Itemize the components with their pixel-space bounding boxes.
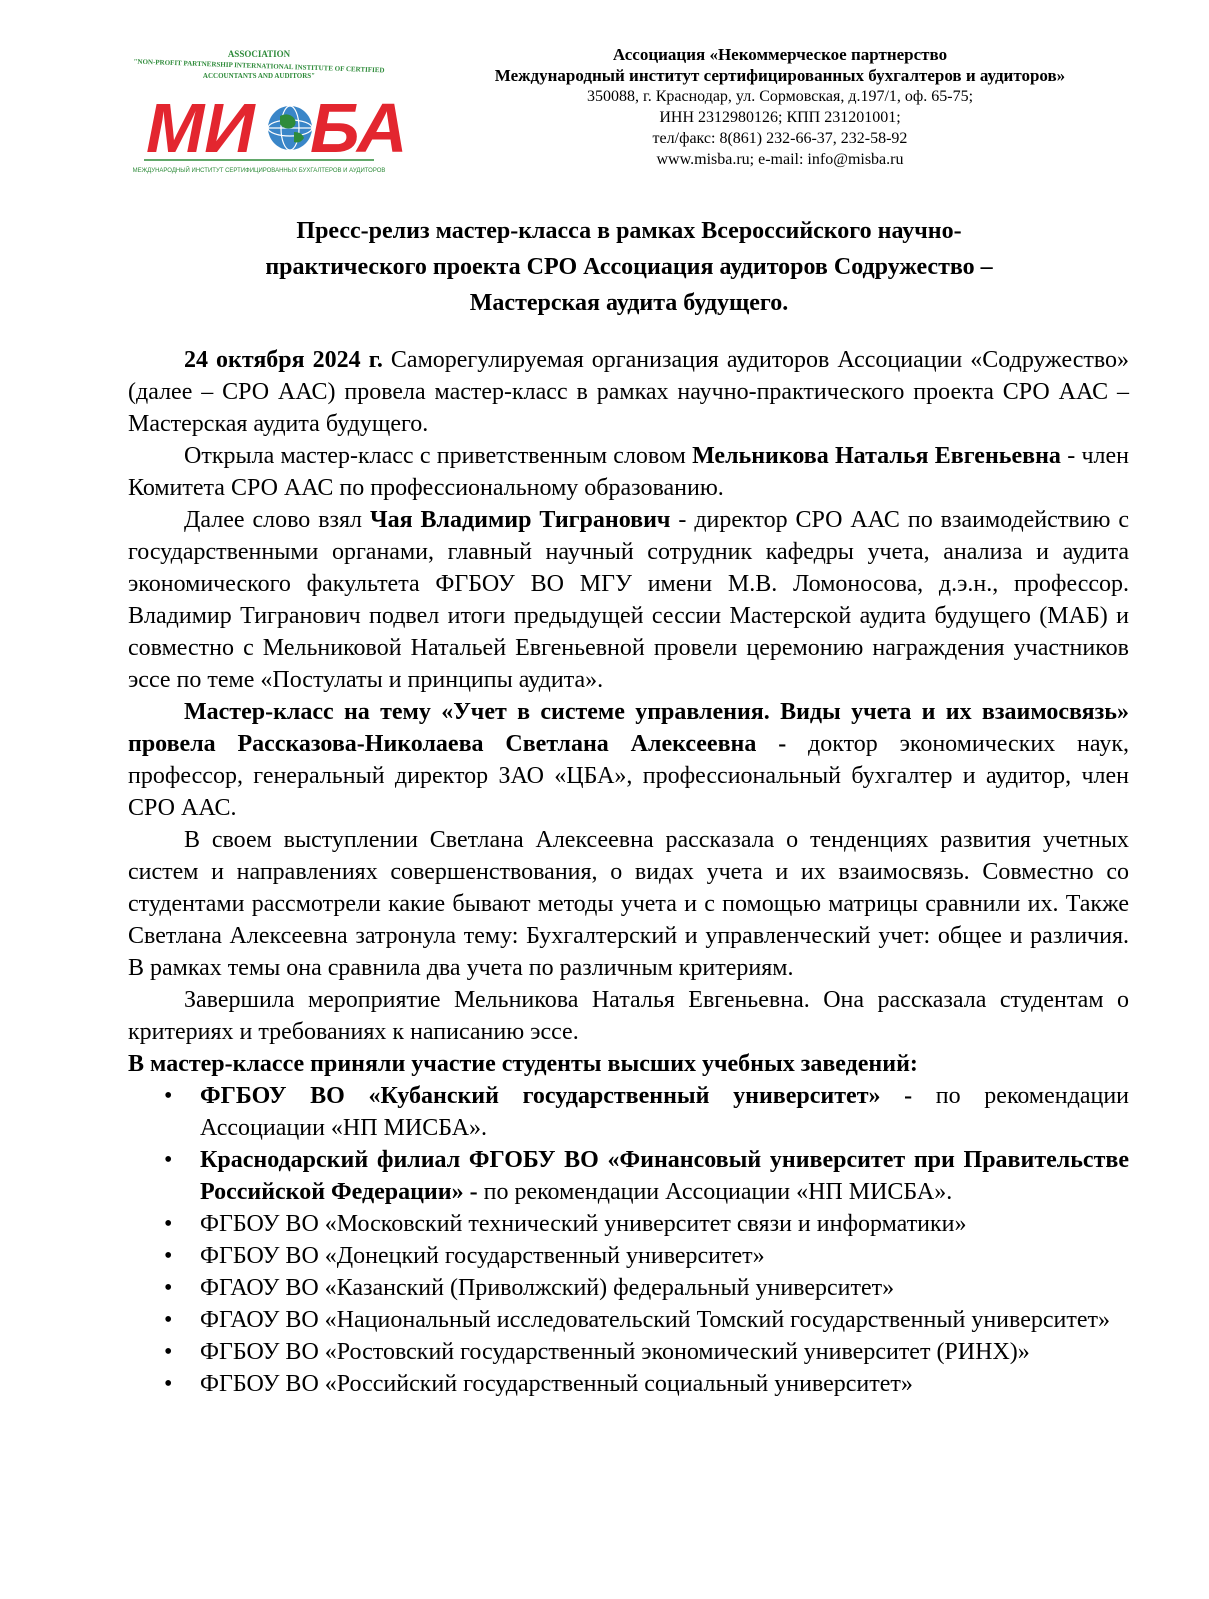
list-item-text: ФГАОУ ВО «Казанский (Приволжский) федеральный университет» xyxy=(200,1275,895,1301)
title-line1: Пресс-релиз мастер-класса в рамках Всероссийского научно- xyxy=(296,218,962,244)
paragraph-3 xyxy=(128,504,1129,696)
logo-wordmark-left: МИ xyxy=(146,89,255,167)
logo-subtitle: МЕЖДУНАРОДНЫЙ ИНСТИТУТ СЕРТИФИЦИРОВАННЫХ БУХГАЛТЕРОВ И АУДИТОРОВ xyxy=(132,168,386,174)
speaker-melnikova: Мельникова Наталья Евгеньевна xyxy=(692,443,1061,469)
list-item-text: ФГБОУ ВО «Донецкий государственный университет» xyxy=(200,1243,765,1269)
paragraph-2-text: Открыла мастер-класс с приветственным словом xyxy=(184,443,693,469)
list-item-text: по рекомендации Ассоциации «НП МИСБА». xyxy=(200,1083,1130,1141)
org-name-line2: Международный институт сертифицированных бухгалтеров и аудиторов» xyxy=(494,66,1066,85)
logo-wordmark-right: БА xyxy=(310,89,408,167)
organization-header xyxy=(430,44,1130,170)
list-item xyxy=(200,1304,1129,1336)
list-item xyxy=(200,1208,1129,1240)
paragraph-2 xyxy=(128,440,1129,504)
list-item xyxy=(200,1368,1129,1400)
logo-english-line1: "NON-PROFIT PARTNERSHIP INTERNATIONAL INSTITUTE OF CERTIFIED xyxy=(133,57,385,75)
paragraph-1 xyxy=(128,344,1129,440)
paragraph-4-rest: доктор экономических наук, профессор, генеральный директор ЗАО «ЦБА», профессиональный бухгалтер и аудитор, член СРО ААС. xyxy=(128,731,1129,821)
logo-association-text: ASSOCIATION xyxy=(227,49,291,59)
list-item xyxy=(200,1080,1129,1144)
list-item-bold: ФГБОУ ВО «Кубанский государственный университет» - xyxy=(200,1083,913,1109)
list-item-text: по рекомендации Ассоциации «НП МИСБА». xyxy=(477,1179,953,1205)
list-item-text: ФГБОУ ВО «Московский технический университет связи и информатики» xyxy=(200,1211,967,1237)
participants-list xyxy=(128,1080,1129,1400)
document-body xyxy=(128,344,1129,1400)
paragraph-1-text: Саморегулируемая организация аудиторов Ассоциации «Содружество» (далее – СРО ААС) провела мастер-класс в рамках научно-практического проекта СРО ААС – Мастерская аудита будущего. xyxy=(128,347,1130,437)
list-item xyxy=(200,1240,1129,1272)
misba-logo xyxy=(132,46,408,178)
master-class-topic: Мастер-класс на тему «Учет в системе управления. Виды учета и их взаимосвязь» провела Рассказова-Николаева Светлана Алексеевна - xyxy=(128,699,1129,757)
list-item xyxy=(200,1336,1129,1368)
list-item-bold: Краснодарский филиал ФГОБУ ВО «Финансовый университет при Правительстве Российской Федерации» - xyxy=(200,1147,1129,1205)
list-item xyxy=(200,1272,1129,1304)
globe-icon xyxy=(268,106,312,150)
list-item xyxy=(200,1144,1129,1208)
org-address: 350088, г. Краснодар, ул. Сормовская, д.197/1, оф. 65-75; xyxy=(586,88,974,105)
org-name-line1: Ассоциация «Некоммерческое партнерство xyxy=(612,45,948,64)
title-line3: Мастерская аудита будущего. xyxy=(469,290,789,316)
document-title xyxy=(150,213,1108,321)
logo-english-line2: ACCOUNTANTS AND AUDITORS" xyxy=(202,72,316,80)
paragraph-4 xyxy=(128,696,1129,824)
paragraph-3-text: Далее слово взял xyxy=(184,507,370,533)
org-phone: тел/факс: 8(861) 232-66-37, 232-58-92 xyxy=(652,130,908,147)
speaker-chaya: Чая Владимир Тигранович xyxy=(369,507,671,533)
title-line2: практического проекта СРО Ассоциация аудиторов Содружество – xyxy=(265,254,993,280)
list-item-text: ФГБОУ ВО «Ростовский государственный экономический университет (РИНХ)» xyxy=(200,1339,1030,1365)
participants-heading: В мастер-классе приняли участие студенты высших учебных заведений: xyxy=(128,1051,918,1077)
list-item-text: ФГБОУ ВО «Российский государственный социальный университет» xyxy=(200,1371,913,1397)
paragraph-3-rest: - директор СРО ААС по взаимодействию с государственными органами, главный научный сотрудник кафедры учета, анализа и аудита экономического факультета ФГБОУ ВО МГУ имени М.В. Ломоносова, д.э.н., профессор. Владимир Тигранович подвел итоги предыдущей сессии Мастерской аудита будущего (МАБ) и совместно с Мельниковой Натальей Евгеньевной провели церемонию награждения участников эссе по теме «Постулаты и принципы аудита». xyxy=(128,507,1129,693)
paragraph-2-rest: - член Комитета СРО ААС по профессиональному образованию. xyxy=(128,443,1129,501)
org-web: www.misba.ru; e-mail: info@misba.ru xyxy=(656,151,904,168)
event-date: 24 октября 2024 г. xyxy=(184,347,383,373)
list-item-text: ФГАОУ ВО «Национальный исследовательский Томский государственный университет» xyxy=(200,1307,1110,1333)
paragraph-5: В своем выступлении Светлана Алексеевна рассказала о тенденциях развития учетных систем и направлениях совершенствования, о видах учета и их взаимосвязь. Совместно со студентами рассмотрели какие бывают методы учета и с помощью матрицы сравнили их. Также Светлана Алексеевна затронула тему: Бухгалтерский и управленческий учет: общее и различия. В рамках темы она сравнила два учета по различным критериям. xyxy=(128,827,1129,981)
paragraph-6: Завершила мероприятие Мельникова Наталья Евгеньевна. Она рассказала студентам о критериях и требованиях к написанию эссе. xyxy=(128,987,1129,1045)
org-inn: ИНН 2312980126; КПП 231201001; xyxy=(659,109,901,126)
